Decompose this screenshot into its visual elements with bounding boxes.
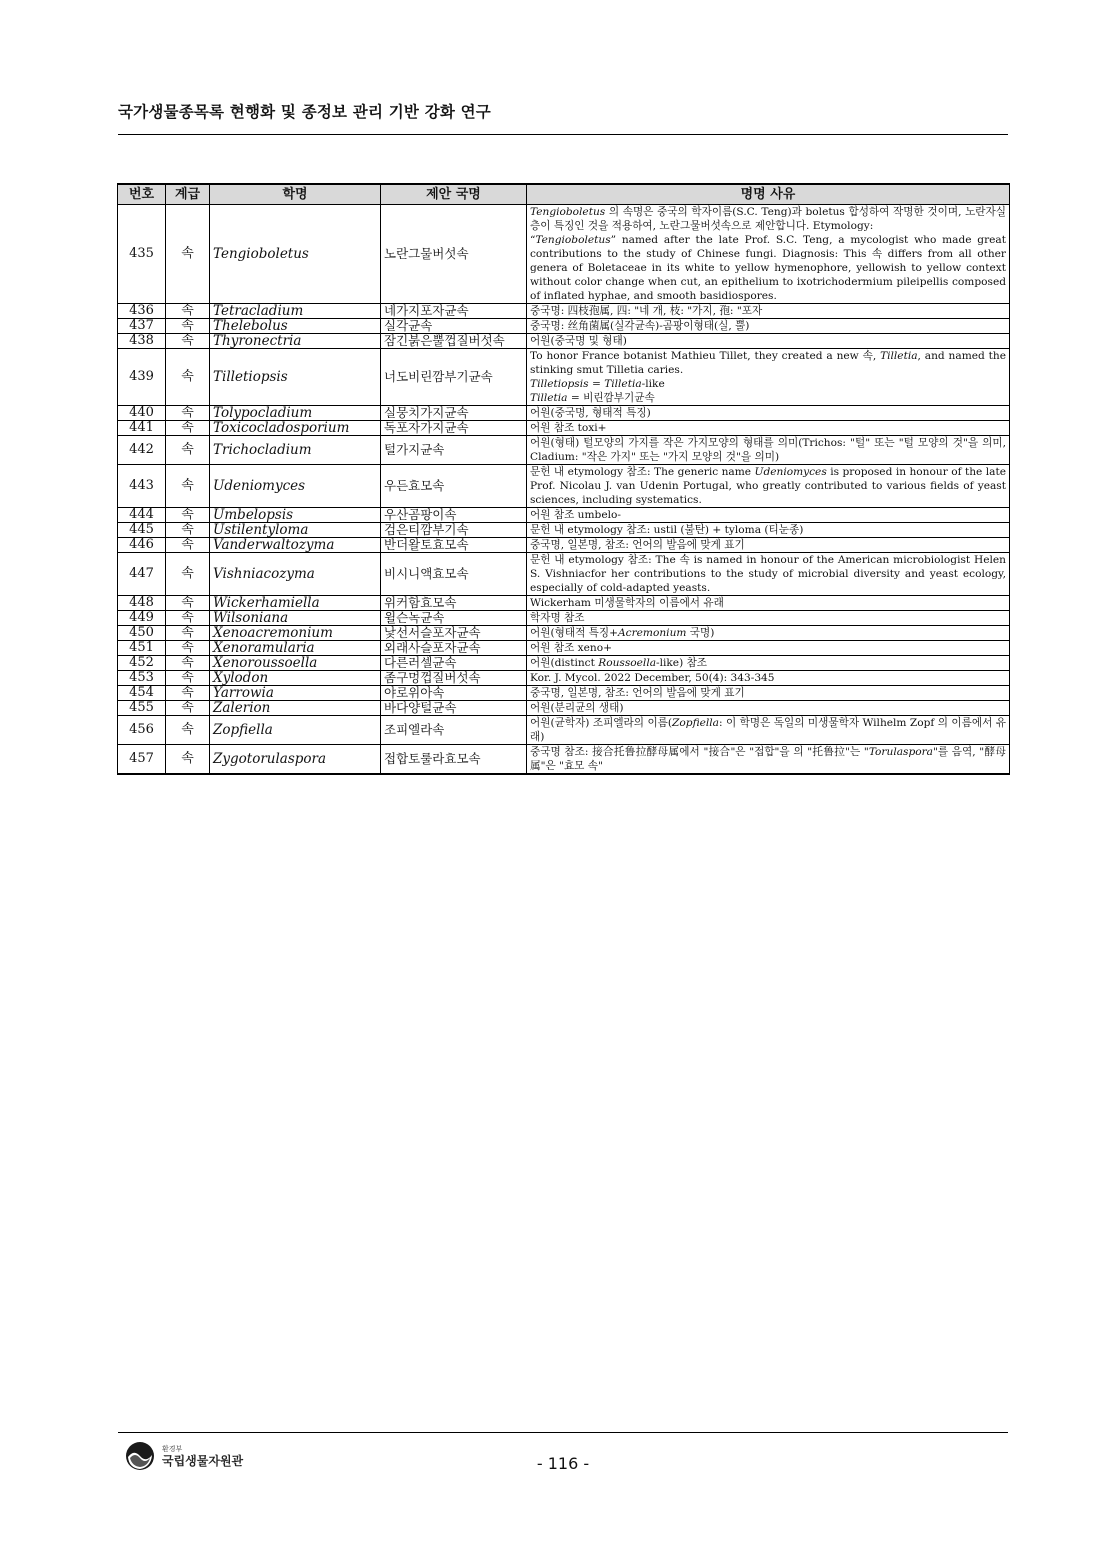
row-korean-name: 실각균속 xyxy=(381,319,527,334)
reason-text: = 비린깜부기균속 xyxy=(567,392,655,404)
reason-text: 중국명, 일본명, 참조: 언어의 발음에 맞게 표기 xyxy=(530,539,745,551)
row-rank: 속 xyxy=(166,686,210,701)
row-rank: 속 xyxy=(166,656,210,671)
institution-name: 국립생물자원관 xyxy=(162,1453,244,1468)
row-korean-name: 외래사슬포자균속 xyxy=(381,641,527,656)
reason-italic-term: Zopfiella xyxy=(672,717,719,729)
row-korean-name: 다른러셀균속 xyxy=(381,656,527,671)
table-row xyxy=(118,304,1010,319)
reason-text: To honor France botanist Mathieu Tillet, they created a new 속, xyxy=(530,350,881,362)
reason-italic-term: Roussoella xyxy=(598,657,657,669)
row-naming-reason xyxy=(527,334,1010,349)
reason-text: "를 음역, "酵母属"은 "효모 속" xyxy=(530,746,1006,772)
reason-text: 문헌 내 etymology 참조: The generic name xyxy=(530,466,755,478)
row-naming-reason xyxy=(527,406,1010,421)
reason-text: 문헌 내 etymology 참조: The 속 is named in honour of the American microbiologist Helen S. Vishniacfor her contributions to the study of microbial diversity and yeast ecology, especially of cold-adapted yeasts. xyxy=(530,554,1006,594)
row-number: 438 xyxy=(118,334,166,349)
table-row xyxy=(118,671,1010,686)
row-rank: 속 xyxy=(166,626,210,641)
reason-text: 어원(중국명, 형태적 특징) xyxy=(530,407,651,419)
row-number: 446 xyxy=(118,538,166,553)
reason-text: “ xyxy=(530,234,536,246)
reason-text: Wickerham 미생물학자의 이름에서 유래 xyxy=(530,597,724,609)
table-row xyxy=(118,334,1010,349)
table-row xyxy=(118,523,1010,538)
column-header-scientific-name: 학명 xyxy=(210,184,381,205)
row-scientific-name: Xenoramularia xyxy=(210,641,381,656)
row-number: 443 xyxy=(118,465,166,508)
row-korean-name: 네가지포자균속 xyxy=(381,304,527,319)
row-korean-name: 바다양털균속 xyxy=(381,701,527,716)
reason-text: 어원(균학자) 조피엘라의 이름( xyxy=(530,717,673,729)
row-number: 442 xyxy=(118,436,166,465)
reason-italic-term: Torulaspora xyxy=(868,746,934,758)
row-number: 457 xyxy=(118,745,166,775)
row-number: 454 xyxy=(118,686,166,701)
reason-line xyxy=(530,745,1006,773)
page-title: 국가생물종목록 현행화 및 종정보 관리 기반 강화 연구 xyxy=(118,103,491,121)
table-row xyxy=(118,553,1010,596)
row-scientific-name: Ustilentyloma xyxy=(210,523,381,538)
row-scientific-name: Vanderwaltozyma xyxy=(210,538,381,553)
row-naming-reason xyxy=(527,421,1010,436)
reason-line xyxy=(530,538,1006,552)
row-naming-reason xyxy=(527,553,1010,596)
row-naming-reason xyxy=(527,436,1010,465)
reason-text: -like) 참조 xyxy=(656,657,708,669)
table-row xyxy=(118,538,1010,553)
row-number: 444 xyxy=(118,508,166,523)
row-number: 436 xyxy=(118,304,166,319)
row-naming-reason xyxy=(527,304,1010,319)
row-korean-name: 접합토룰라효모속 xyxy=(381,745,527,775)
reason-text: : 이 학명은 독일의 미생물학자 Wilhelm Zopf 의 이름에서 유래) xyxy=(530,717,1006,743)
row-korean-name: 털가지균속 xyxy=(381,436,527,465)
row-korean-name: 검은티깜부기속 xyxy=(381,523,527,538)
column-header-rank: 계급 xyxy=(166,184,210,205)
row-scientific-name: Toxicocladosporium xyxy=(210,421,381,436)
reason-text: 중국명, 일본명, 참조: 언어의 발음에 맞게 표기 xyxy=(530,687,745,699)
reason-line xyxy=(530,523,1006,537)
reason-line xyxy=(530,671,1006,685)
row-rank: 속 xyxy=(166,508,210,523)
row-scientific-name: Tengioboletus xyxy=(210,205,381,304)
reason-italic-term: Tilletia xyxy=(604,378,642,390)
row-naming-reason xyxy=(527,716,1010,745)
row-rank: 속 xyxy=(166,436,210,465)
row-korean-name: 잠긴붉은뿔껍질버섯속 xyxy=(381,334,527,349)
row-naming-reason xyxy=(527,523,1010,538)
table-row xyxy=(118,421,1010,436)
reason-text: 어원 참조 xeno+ xyxy=(530,642,612,654)
row-naming-reason xyxy=(527,701,1010,716)
row-rank: 속 xyxy=(166,701,210,716)
page-header xyxy=(118,100,1008,135)
reason-text: 의 속명은 중국의 학자이름(S.C. Teng)과 boletus 합성하여 작명한 것이며, 노란자실층이 특징인 것을 적용하여, 노란그물버섯속으로 제안합니다. Etymology: xyxy=(530,206,1006,232)
row-naming-reason xyxy=(527,671,1010,686)
table-row xyxy=(118,641,1010,656)
reason-text: ” named after the late Prof. S.C. Teng, a mycologist who made great contributions to the study of Chinese fungi. Diagnosis: This 속 differs from all other genera of Boletaceae in its white to yellow hymenophore, yellowish to yellow context without color change when cut, an epithelium to ixotrichodermium pileipellis composed of inflated hyphae, and smooth basidiospores. xyxy=(530,234,1006,302)
reason-text: = xyxy=(588,378,605,390)
table-header-row xyxy=(118,184,1010,205)
reason-line xyxy=(530,349,1006,377)
row-rank: 속 xyxy=(166,421,210,436)
row-rank: 속 xyxy=(166,465,210,508)
reason-text: 중국명: 四枝孢属, 四: "네 개, 枝: "가지, 孢: "포자 xyxy=(530,305,763,317)
reason-text: , and named the stinking smut Tilletia caries. xyxy=(530,350,1006,376)
row-korean-name: 윌슨녹균속 xyxy=(381,611,527,626)
row-number: 447 xyxy=(118,553,166,596)
row-naming-reason xyxy=(527,205,1010,304)
table-row xyxy=(118,436,1010,465)
row-korean-name: 비시니액효모속 xyxy=(381,553,527,596)
row-scientific-name: Thyronectria xyxy=(210,334,381,349)
reason-line xyxy=(530,233,1006,303)
reason-text: Kor. J. Mycol. 2022 December, 50(4): 343-345 xyxy=(530,672,775,684)
table-row xyxy=(118,626,1010,641)
reason-line xyxy=(530,377,1006,391)
row-rank: 속 xyxy=(166,406,210,421)
row-korean-name: 너도비린깜부기균속 xyxy=(381,349,527,406)
column-header-naming-reason: 명명 사유 xyxy=(527,184,1010,205)
reason-text: 어원 참조 umbelo- xyxy=(530,509,621,521)
row-naming-reason xyxy=(527,611,1010,626)
row-naming-reason xyxy=(527,538,1010,553)
row-number: 451 xyxy=(118,641,166,656)
reason-line xyxy=(530,611,1006,625)
row-rank: 속 xyxy=(166,641,210,656)
row-naming-reason xyxy=(527,626,1010,641)
row-naming-reason xyxy=(527,465,1010,508)
column-header-korean-name: 제안 국명 xyxy=(381,184,527,205)
reason-text: 어원(형태) 털모양의 가지를 작은 가지모양의 형태를 의미(Trichos: "털" 또는 "털 모양의 것"을 의미, Cladium: "작은 가지" 또는 "가지 모양의 것"을 의미) xyxy=(530,437,1006,463)
table-row xyxy=(118,611,1010,626)
row-number: 452 xyxy=(118,656,166,671)
reason-italic-term: Tengioboletus xyxy=(530,206,606,218)
page-footer xyxy=(118,1432,1008,1473)
reason-line xyxy=(530,716,1006,744)
row-number: 439 xyxy=(118,349,166,406)
column-header-number: 번호 xyxy=(118,184,166,205)
footer-rule xyxy=(118,1432,1008,1433)
reason-line xyxy=(530,686,1006,700)
row-scientific-name: Tolypocladium xyxy=(210,406,381,421)
row-scientific-name: Zalerion xyxy=(210,701,381,716)
row-number: 455 xyxy=(118,701,166,716)
row-scientific-name: Zopfiella xyxy=(210,716,381,745)
row-scientific-name: Trichocladium xyxy=(210,436,381,465)
reason-text: 어원 참조 toxi+ xyxy=(530,422,607,434)
species-table xyxy=(117,183,1010,775)
row-number: 440 xyxy=(118,406,166,421)
row-number: 449 xyxy=(118,611,166,626)
row-korean-name: 낯선서슬포자균속 xyxy=(381,626,527,641)
reason-text: 어원(형태적 특징+ xyxy=(530,627,619,639)
row-scientific-name: Udeniomyces xyxy=(210,465,381,508)
table-row xyxy=(118,701,1010,716)
row-naming-reason xyxy=(527,349,1010,406)
row-rank: 속 xyxy=(166,205,210,304)
reason-line xyxy=(530,701,1006,715)
row-korean-name: 반더왈토효모속 xyxy=(381,538,527,553)
row-korean-name: 노란그물버섯속 xyxy=(381,205,527,304)
reason-text: 문헌 내 etymology 참조: ustil (불탄) + tyloma (티눈종) xyxy=(530,524,804,536)
reason-line xyxy=(530,436,1006,464)
row-rank: 속 xyxy=(166,304,210,319)
reason-line xyxy=(530,626,1006,640)
row-number: 445 xyxy=(118,523,166,538)
reason-text: 중국명 참조: 接合托鲁拉酵母属에서 "接合"은 "접합"을 의 "托鲁拉"는 " xyxy=(530,746,869,758)
row-rank: 속 xyxy=(166,596,210,611)
table-row xyxy=(118,465,1010,508)
reason-text: 국명) xyxy=(686,627,715,639)
row-scientific-name: Xenoacremonium xyxy=(210,626,381,641)
table-row xyxy=(118,406,1010,421)
row-number: 437 xyxy=(118,319,166,334)
row-naming-reason xyxy=(527,319,1010,334)
row-naming-reason xyxy=(527,745,1010,775)
reason-text: is proposed in honour of the late Prof. Nicolau J. van Udenin Portugal, who greatly contributed to various fields of yeast sciences, including systematics. xyxy=(530,466,1006,506)
row-korean-name: 실뭉치가지균속 xyxy=(381,406,527,421)
row-rank: 속 xyxy=(166,716,210,745)
reason-line xyxy=(530,508,1006,522)
reason-italic-term: Tengioboletus xyxy=(535,234,611,246)
reason-line xyxy=(530,421,1006,435)
row-korean-name: 야로위아속 xyxy=(381,686,527,701)
reason-italic-term: Tilletia xyxy=(530,392,568,404)
table-row xyxy=(118,508,1010,523)
table-row xyxy=(118,205,1010,304)
row-rank: 속 xyxy=(166,553,210,596)
row-scientific-name: Xylodon xyxy=(210,671,381,686)
reason-line xyxy=(530,406,1006,420)
row-naming-reason xyxy=(527,508,1010,523)
row-naming-reason xyxy=(527,656,1010,671)
reason-text: 중국명: 丝角菌属(실각균속)-곰팡이형태(실, 뿔) xyxy=(530,320,750,332)
row-rank: 속 xyxy=(166,538,210,553)
row-scientific-name: Tilletiopsis xyxy=(210,349,381,406)
row-number: 450 xyxy=(118,626,166,641)
row-number: 448 xyxy=(118,596,166,611)
row-number: 441 xyxy=(118,421,166,436)
table-row xyxy=(118,596,1010,611)
table-row xyxy=(118,319,1010,334)
reason-line xyxy=(530,304,1006,318)
row-korean-name: 독포자가지균속 xyxy=(381,421,527,436)
row-scientific-name: Xenoroussoella xyxy=(210,656,381,671)
reason-line xyxy=(530,465,1006,507)
row-korean-name: 위커함효모속 xyxy=(381,596,527,611)
row-scientific-name: Tetracladium xyxy=(210,304,381,319)
reason-italic-term: Tilletiopsis xyxy=(530,378,589,390)
reason-line xyxy=(530,319,1006,333)
row-naming-reason xyxy=(527,596,1010,611)
reason-text: 어원(분리균의 생태) xyxy=(530,702,624,714)
row-rank: 속 xyxy=(166,349,210,406)
row-naming-reason xyxy=(527,641,1010,656)
row-korean-name: 우든효모속 xyxy=(381,465,527,508)
row-scientific-name: Thelebolus xyxy=(210,319,381,334)
row-rank: 속 xyxy=(166,745,210,775)
row-scientific-name: Yarrowia xyxy=(210,686,381,701)
reason-italic-term: Acremonium xyxy=(618,627,687,639)
species-table-container xyxy=(117,183,1009,775)
reason-text: -like xyxy=(641,378,665,390)
row-rank: 속 xyxy=(166,523,210,538)
page-number: - 116 - xyxy=(536,1454,590,1473)
reason-line xyxy=(530,205,1006,233)
row-scientific-name: Zygotorulaspora xyxy=(210,745,381,775)
header-rule xyxy=(118,134,1008,135)
row-scientific-name: Wickerhamiella xyxy=(210,596,381,611)
reason-line xyxy=(530,391,1006,405)
table-row xyxy=(118,686,1010,701)
reason-line xyxy=(530,656,1006,670)
row-scientific-name: Umbelopsis xyxy=(210,508,381,523)
reason-line xyxy=(530,641,1006,655)
reason-line xyxy=(530,596,1006,610)
row-korean-name: 우산곰팡이속 xyxy=(381,508,527,523)
reason-italic-term: Udeniomyces xyxy=(754,466,827,478)
row-number: 456 xyxy=(118,716,166,745)
reason-line xyxy=(530,553,1006,595)
row-scientific-name: Vishniacozyma xyxy=(210,553,381,596)
reason-italic-term: Tilletia xyxy=(880,350,918,362)
ministry-label: 환경부 xyxy=(162,1444,183,1453)
table-row xyxy=(118,349,1010,406)
row-rank: 속 xyxy=(166,319,210,334)
table-body xyxy=(118,205,1010,775)
row-rank: 속 xyxy=(166,671,210,686)
row-rank: 속 xyxy=(166,611,210,626)
row-korean-name: 조피엘라속 xyxy=(381,716,527,745)
reason-line xyxy=(530,334,1006,348)
row-naming-reason xyxy=(527,686,1010,701)
row-korean-name: 좀구멍껍질버섯속 xyxy=(381,671,527,686)
table-row xyxy=(118,716,1010,745)
row-number: 453 xyxy=(118,671,166,686)
row-rank: 속 xyxy=(166,334,210,349)
row-scientific-name: Wilsoniana xyxy=(210,611,381,626)
reason-text: 학자명 참조 xyxy=(530,612,585,624)
reason-text: 어원(중국명 및 형태) xyxy=(530,335,627,347)
row-number: 435 xyxy=(118,205,166,304)
table-row xyxy=(118,656,1010,671)
table-row xyxy=(118,745,1010,775)
reason-text: 어원(distinct xyxy=(530,657,599,669)
